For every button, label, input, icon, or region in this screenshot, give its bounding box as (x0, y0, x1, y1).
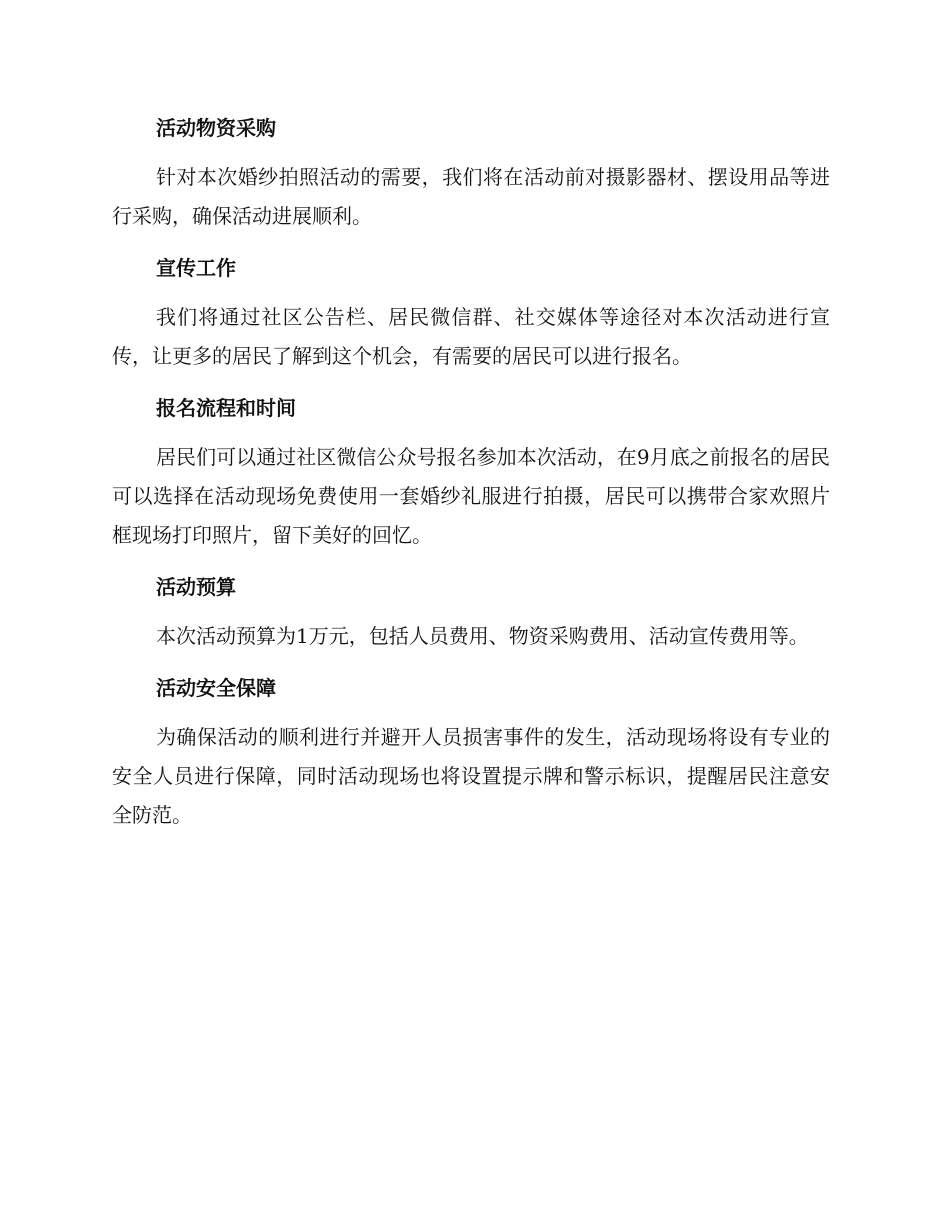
section-heading: 宣传工作 (156, 256, 236, 280)
section-paragraph: 针对本次婚纱拍照活动的需要，我们将在活动前对摄影器材、摆设用品等进行采购，确保活动进展顺利。 (112, 165, 830, 228)
section-publicity (112, 248, 830, 376)
section-budget (112, 567, 830, 656)
section-materials-procurement (112, 108, 830, 236)
section-safety (112, 668, 830, 835)
section-heading: 活动安全保障 (156, 676, 276, 700)
section-heading: 活动预算 (156, 575, 236, 599)
section-heading: 报名流程和时间 (156, 396, 296, 420)
section-paragraph: 居民们可以通过社区微信公众号报名参加本次活动，在9月底之前报名的居民可以选择在活动现场免费使用一套婚纱礼服进行拍摄，居民可以携带合家欢照片框现场打印照片，留下美好的回忆。 (112, 445, 830, 547)
section-registration (112, 388, 830, 555)
section-paragraph: 本次活动预算为1万元，包括人员费用、物资采购费用、活动宣传费用等。 (156, 624, 809, 648)
document-content (112, 108, 830, 847)
section-heading: 活动物资采购 (156, 116, 276, 140)
section-paragraph: 我们将通过社区公告栏、居民微信群、社交媒体等途径对本次活动进行宣传，让更多的居民了解到这个机会，有需要的居民可以进行报名。 (112, 305, 830, 368)
section-paragraph: 为确保活动的顺利进行并避开人员损害事件的发生，活动现场将设有专业的安全人员进行保障，同时活动现场也将设置提示牌和警示标识，提醒居民注意安全防范。 (112, 725, 830, 827)
